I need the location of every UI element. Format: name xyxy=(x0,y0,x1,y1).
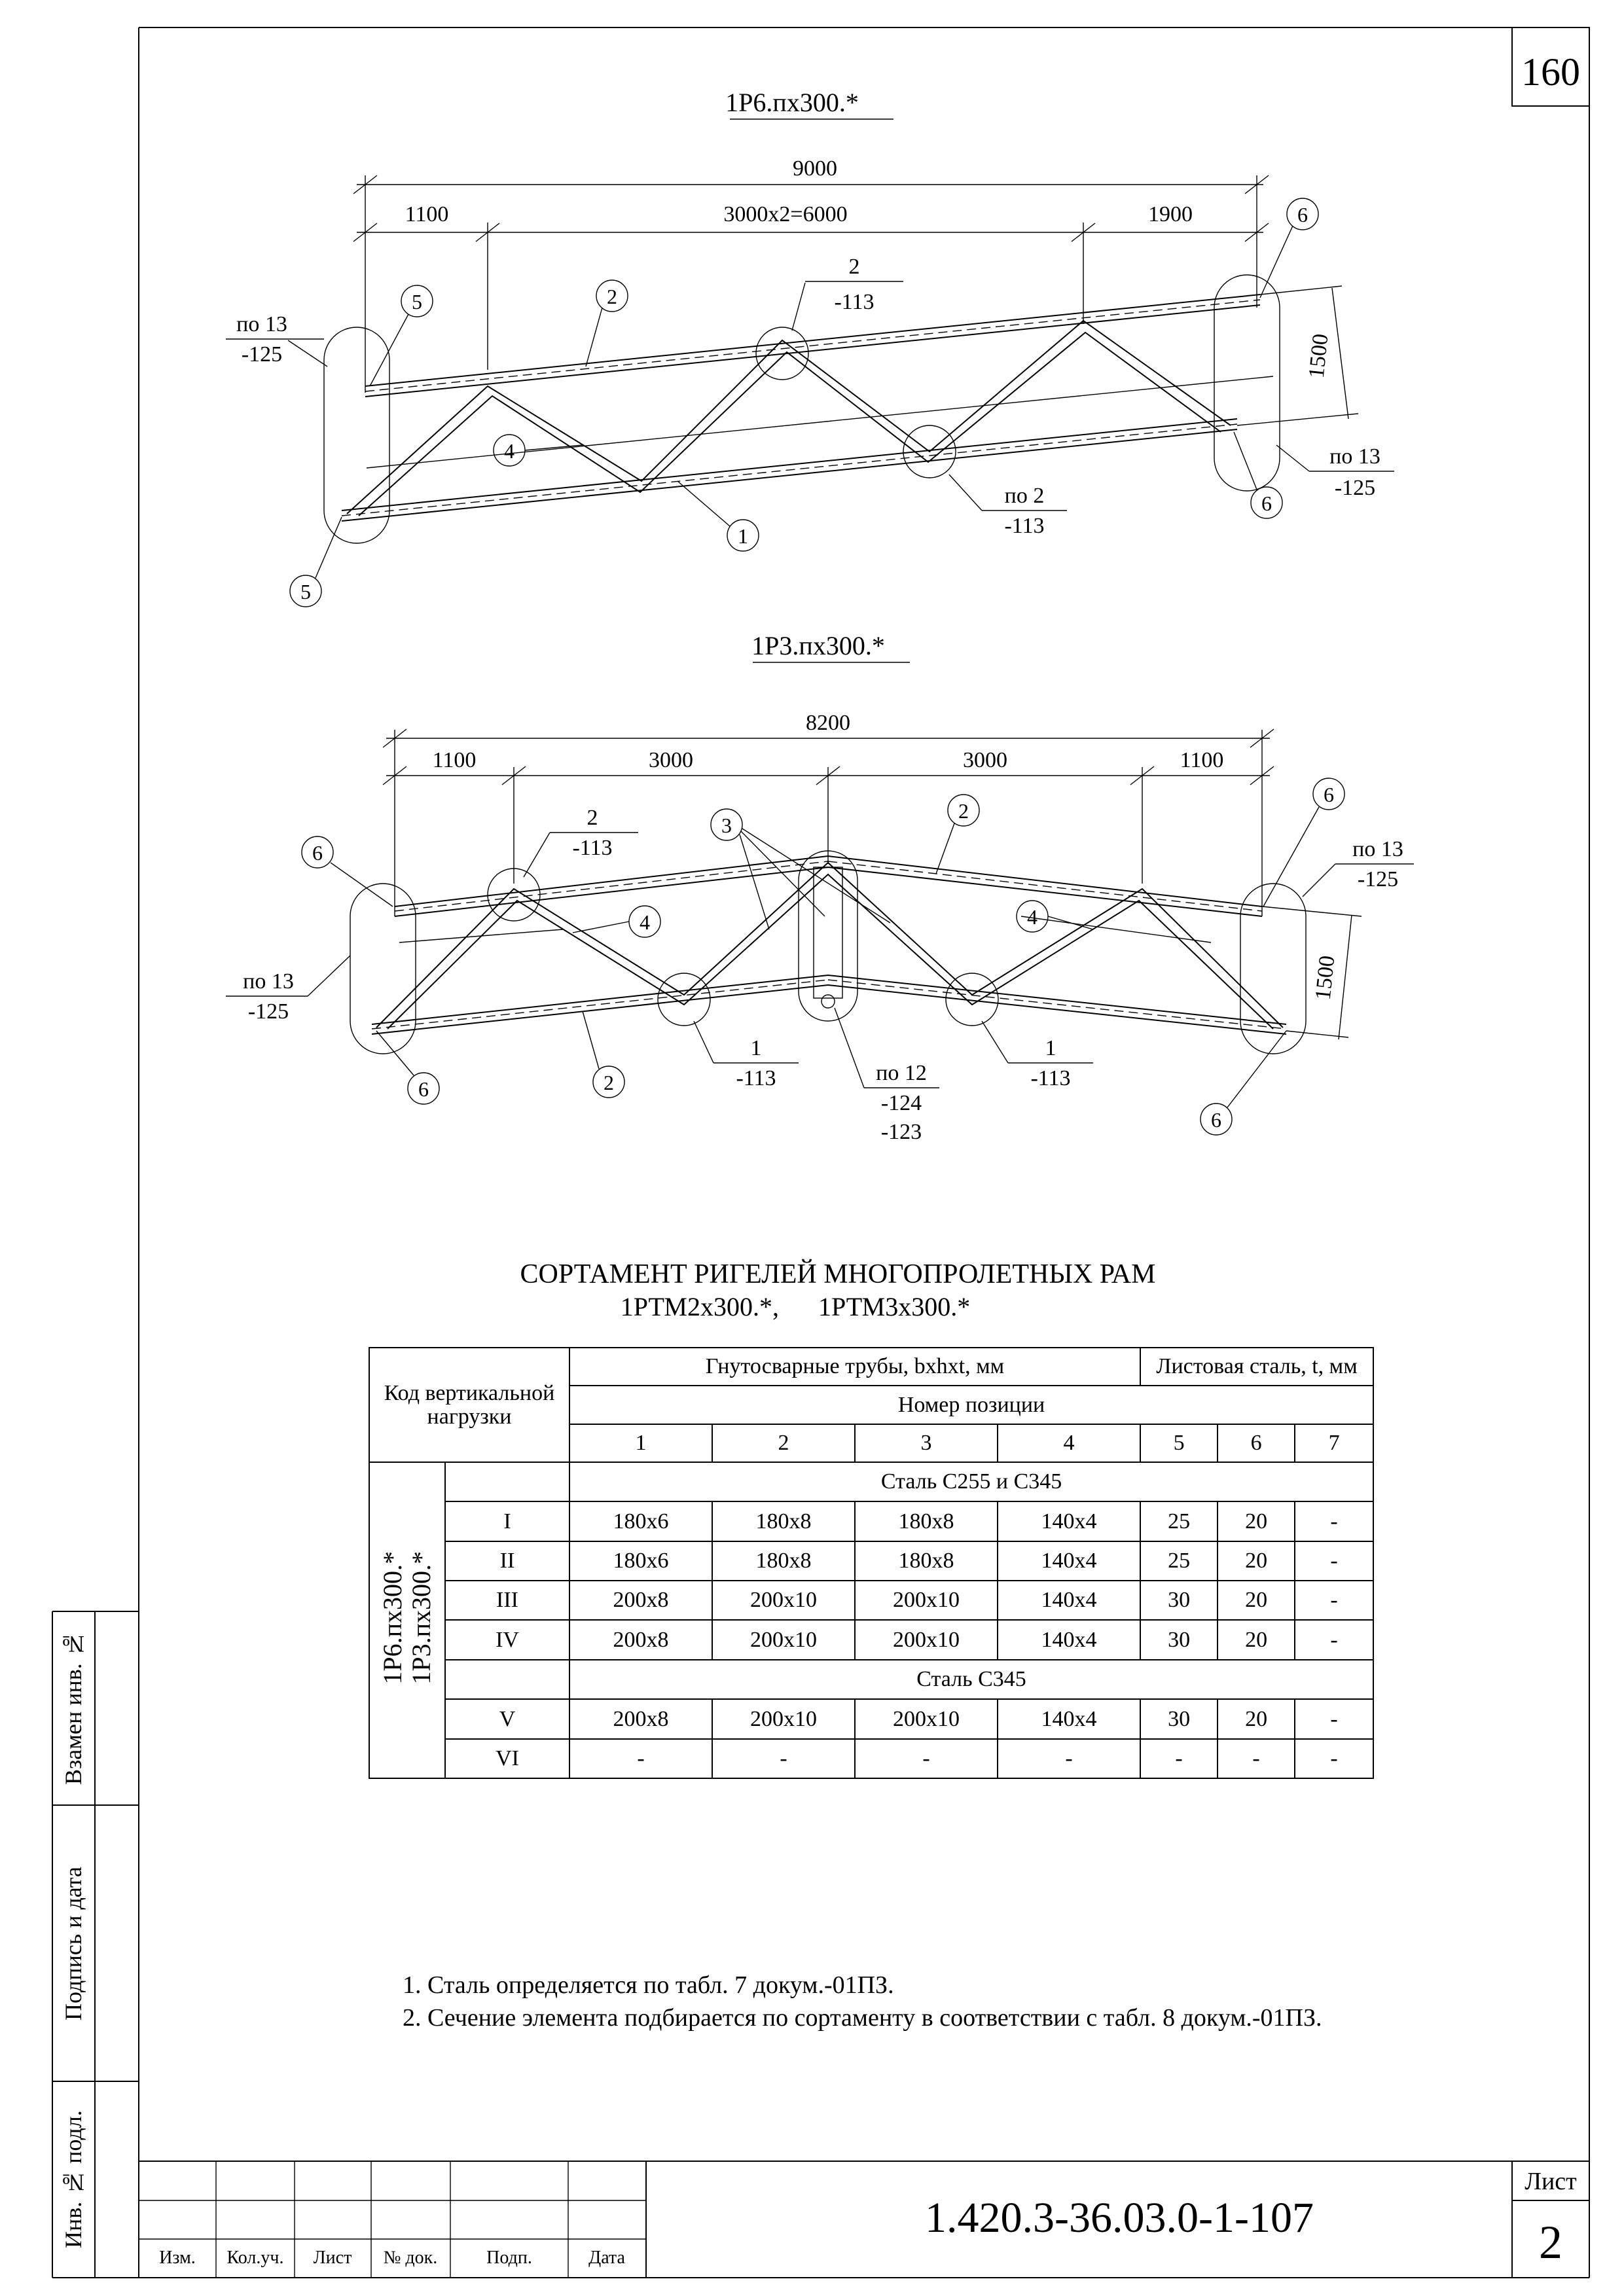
pos-3: 3 xyxy=(855,1424,998,1462)
svg-text:-125: -125 xyxy=(1357,867,1399,891)
svg-text:-125: -125 xyxy=(247,999,289,1024)
callout-1 xyxy=(677,481,759,551)
pos-4: 4 xyxy=(998,1424,1140,1462)
svg-text:2: 2 xyxy=(848,255,860,279)
drawing-2-title: 1Р3.пх300.* xyxy=(751,631,885,660)
svg-text:-113: -113 xyxy=(1004,514,1045,538)
svg-text:3: 3 xyxy=(721,814,732,837)
note-d2-1 xyxy=(524,806,638,877)
note-bottom-1 xyxy=(949,475,1067,538)
callout-6-br xyxy=(1200,1031,1286,1135)
truss-2-drawing xyxy=(226,631,1414,1144)
header-position: Номер позиции xyxy=(569,1386,1373,1424)
dim-1100-r: 1100 xyxy=(1180,748,1224,772)
svg-text:-113: -113 xyxy=(736,1066,776,1090)
title-col-podp: Подп. xyxy=(486,2248,532,2268)
document-code: 1.420.3-36.03.0-1-107 xyxy=(925,2194,1314,2242)
header-tubes: Гнутосварные трубы, bxhxt, мм xyxy=(569,1348,1140,1386)
dim-1100-l: 1100 xyxy=(432,748,477,772)
note-d2-4 xyxy=(694,1021,799,1090)
svg-text:по 13: по 13 xyxy=(243,969,294,994)
dim-1500-b: 1500 xyxy=(1310,954,1340,1001)
svg-text:6: 6 xyxy=(1324,783,1334,806)
title-col-izm: Изм. xyxy=(159,2248,196,2268)
callout-4-left xyxy=(573,906,660,937)
svg-text:2: 2 xyxy=(604,1071,614,1094)
note-top-1 xyxy=(792,255,903,331)
truss-1-drawing xyxy=(226,88,1394,607)
title-col-data: Дата xyxy=(588,2248,625,2268)
table-row: VI - - - - - - - xyxy=(369,1739,1373,1778)
note-d2-3 xyxy=(1303,837,1414,897)
svg-text:по 2: по 2 xyxy=(1004,484,1045,508)
sheet-frame xyxy=(52,27,1589,2278)
pos-5: 5 xyxy=(1140,1424,1218,1462)
pos-1: 1 xyxy=(569,1424,712,1462)
dim-1500-a: 1500 xyxy=(1304,332,1333,380)
row-group-label: 1Р6.пх300.* 1Р3.пх300.* xyxy=(369,1462,445,1778)
callout-5-bottom xyxy=(290,517,342,607)
title-col-koluch: Кол.уч. xyxy=(226,2248,284,2268)
corner-sheet-number: 160 xyxy=(1521,50,1580,94)
table-row: III 200х8 200х10 200х10 140х4 30 20 - xyxy=(369,1581,1373,1620)
svg-text:-113: -113 xyxy=(572,836,613,860)
svg-text:2: 2 xyxy=(607,285,617,308)
svg-text:-113: -113 xyxy=(1030,1066,1071,1090)
svg-text:1: 1 xyxy=(750,1036,762,1060)
svg-text:по 13: по 13 xyxy=(1352,837,1403,861)
note-d2-6 xyxy=(982,1021,1093,1090)
stamp-inv-orig: Инв. № подл. xyxy=(60,2110,86,2249)
dim-3000-l: 3000 xyxy=(649,748,693,772)
table-row: I 180х6 180х8 180х8 140х4 25 20 - xyxy=(369,1501,1373,1541)
dim-6000: 3000х2=6000 xyxy=(723,202,848,226)
dim-8200: 8200 xyxy=(806,711,850,735)
pos-7: 7 xyxy=(1295,1424,1373,1462)
assortment-table xyxy=(369,1347,1374,1779)
svg-text:-113: -113 xyxy=(834,290,875,314)
svg-text:4: 4 xyxy=(1027,905,1038,929)
svg-text:по 12: по 12 xyxy=(876,1061,927,1085)
table-row: II 180х6 180х8 180х8 140х4 25 20 - xyxy=(369,1541,1373,1581)
table-row: V 200х8 200х10 200х10 140х4 30 20 - xyxy=(369,1699,1373,1738)
svg-text:по 13: по 13 xyxy=(1329,444,1380,469)
steel-grade-b: Сталь С345 xyxy=(569,1660,1373,1699)
note-right-1 xyxy=(1276,444,1394,500)
stamp-sign-date: Подпись и дата xyxy=(60,1867,86,2020)
table-title-1: СОРТАМЕНТ РИГЕЛЕЙ МНОГОПРОЛЕТНЫХ РАМ xyxy=(520,1259,1156,1289)
sheet-number: 2 xyxy=(1539,2216,1562,2269)
svg-text:4: 4 xyxy=(504,439,514,463)
svg-text:-125: -125 xyxy=(241,342,283,367)
callout-2-bottom xyxy=(583,1011,624,1098)
note-d2-2 xyxy=(226,956,350,1024)
title-col-list: Лист xyxy=(313,2248,352,2268)
steel-grade-a: Сталь С255 и С345 xyxy=(569,1462,1373,1501)
svg-text:-125: -125 xyxy=(1334,476,1376,500)
svg-text:1: 1 xyxy=(738,524,748,548)
callout-2-top xyxy=(936,795,979,874)
note-left-1 xyxy=(226,312,327,367)
svg-text:-124: -124 xyxy=(880,1091,922,1115)
header-code: Код вертикальной нагрузки xyxy=(369,1348,569,1462)
dim-1100: 1100 xyxy=(405,202,449,226)
sheet-label: Лист xyxy=(1525,2168,1577,2195)
svg-text:4: 4 xyxy=(640,910,650,934)
header-sheet: Листовая сталь, t, мм xyxy=(1140,1348,1373,1386)
note-d2-5 xyxy=(835,1008,939,1144)
note-line-1: 1. Сталь определяется по табл. 7 докум.-01ПЗ. xyxy=(403,1971,894,1999)
drawing-1-title: 1Р6.пх300.* xyxy=(725,88,859,117)
pos-2: 2 xyxy=(712,1424,855,1462)
stamp-replace-inv: Взамен инв. № xyxy=(60,1631,86,1785)
svg-text:2: 2 xyxy=(958,799,969,823)
dim-3000-r: 3000 xyxy=(963,748,1007,772)
svg-text:1: 1 xyxy=(1045,1036,1056,1060)
table-title-2: 1РТМ2х300.*, 1РТМ3х300.* xyxy=(620,1292,971,1321)
svg-text:6: 6 xyxy=(1261,492,1272,515)
callout-2-a xyxy=(586,280,628,367)
dim-9000: 9000 xyxy=(793,156,837,181)
pos-6: 6 xyxy=(1218,1424,1295,1462)
svg-text:6: 6 xyxy=(1297,203,1308,226)
svg-text:5: 5 xyxy=(300,580,311,603)
callout-6-tr xyxy=(1263,778,1344,906)
svg-text:-123: -123 xyxy=(880,1120,922,1144)
svg-text:по 13: по 13 xyxy=(236,312,287,336)
dim-1900: 1900 xyxy=(1148,202,1193,226)
svg-text:6: 6 xyxy=(418,1077,429,1101)
svg-text:5: 5 xyxy=(412,290,422,314)
title-block-lines xyxy=(139,2161,1589,2278)
table-row: IV 200х8 200х10 200х10 140х4 30 20 - xyxy=(369,1620,1373,1659)
svg-text:6: 6 xyxy=(1211,1108,1221,1132)
callout-6-tl xyxy=(302,836,393,906)
svg-text:6: 6 xyxy=(312,841,323,865)
svg-text:2: 2 xyxy=(586,806,598,830)
title-col-ndoc: № док. xyxy=(383,2248,438,2268)
note-line-2: 2. Сечение элемента подбирается по сортаменту в соответствии с табл. 8 докум.-01ПЗ. xyxy=(403,2004,1322,2032)
